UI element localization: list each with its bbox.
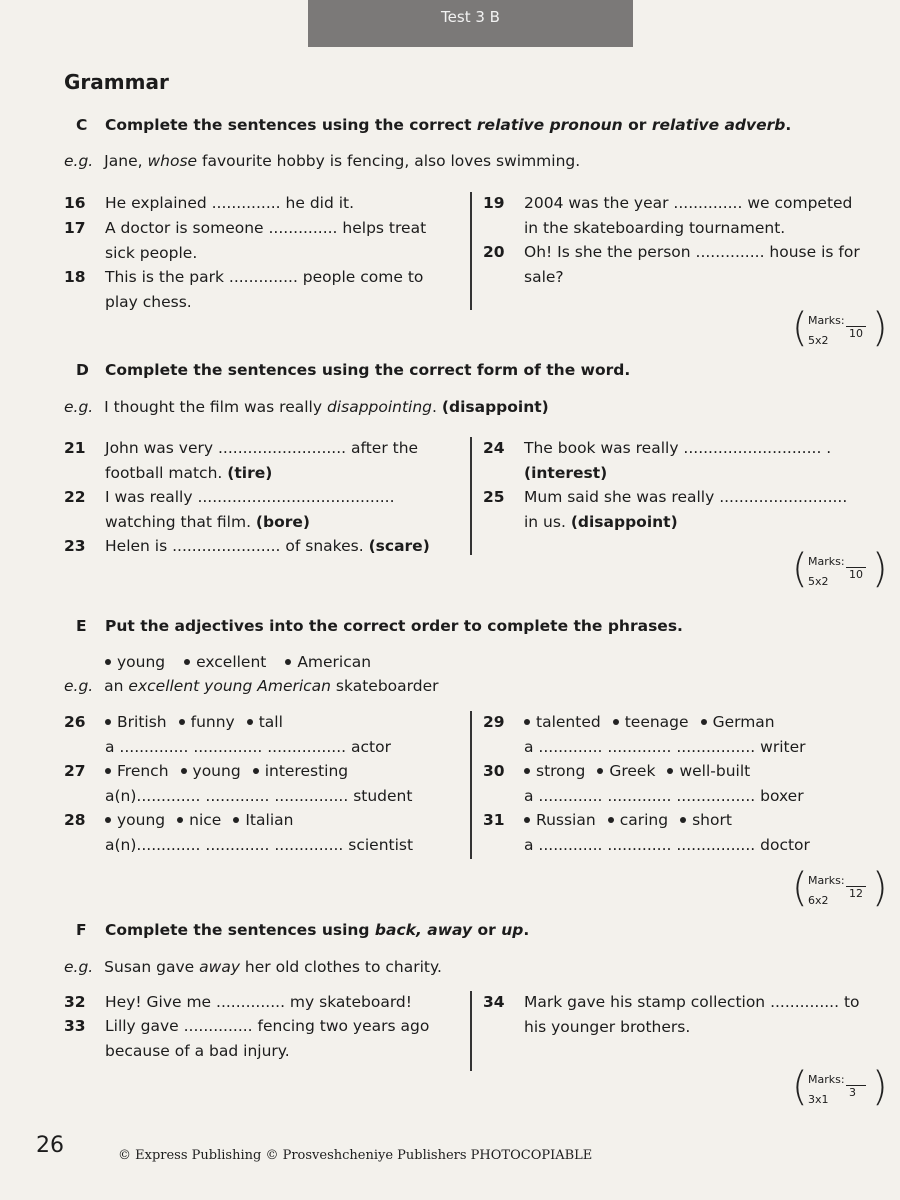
column-divider — [470, 437, 472, 555]
section-e-instruction: Put the adjectives into the correct order to complete the phrases. — [105, 617, 683, 635]
question-34: 34 Mark gave his stamp collection .............. to his younger brothers. — [483, 993, 860, 1036]
marks-box-c: ( ) Marks: 5x2 10 — [792, 305, 888, 351]
section-e-example: e.g. an excellent young American skateboarder — [64, 677, 439, 695]
copyright-footer: © Express Publishing © Prosveshcheniye Publishers PHOTOCOPIABLE — [118, 1148, 593, 1163]
question-31: 31 Russian caring short a ............. ............. ................ doctor — [483, 811, 810, 854]
question-33: 33 Lilly gave .............. fencing two years ago because of a bad injury. — [64, 1017, 430, 1060]
eg-label: e.g. — [64, 152, 94, 170]
column-divider — [470, 711, 472, 859]
question-26: 26 British funny tall a .............. .............. ................ actor — [64, 713, 391, 756]
section-d-instruction: Complete the sentences using the correct form of the word. — [105, 361, 631, 379]
column-divider — [470, 991, 472, 1071]
question-29: 29 talented teenage German a ............. ............. ................ writer — [483, 713, 806, 756]
test-header — [308, 0, 633, 47]
marks-box-e: ( ) Marks: 6x2 12 — [792, 865, 888, 911]
section-e-letter: E — [76, 617, 87, 635]
section-d-example: e.g. I thought the film was really disappointing. (disappoint) — [64, 398, 549, 416]
section-c-example: e.g. Jane, whose favourite hobby is fencing, also loves swimming. — [64, 152, 581, 170]
section-f-instruction: Complete the sentences using back, away or up. — [105, 921, 530, 939]
question-18: 18 This is the park .............. people come to play chess. — [64, 268, 424, 311]
marks-box-f: ( ) Marks: 3x1 3 — [792, 1064, 888, 1110]
column-divider — [470, 192, 472, 310]
question-24: 24 The book was really ............................ . (interest) — [483, 439, 832, 482]
question-19: 19 2004 was the year .............. we competed in the skateboarding tournament. — [483, 194, 853, 237]
question-20: 20 Oh! Is she the person .............. house is for sale? — [483, 243, 860, 286]
question-22: 22 I was really ........................................ watching that film. (bore) — [64, 488, 395, 531]
section-f-letter: F — [76, 921, 87, 939]
section-c-letter: C — [76, 116, 88, 134]
section-d-letter: D — [76, 361, 89, 379]
section-e-example-words: young excellent American — [105, 653, 371, 671]
question-28: 28 young nice Italian a(n)............. ............. .............. scientist — [64, 811, 414, 854]
section-f-example: e.g. Susan gave away her old clothes to charity. — [64, 958, 442, 976]
question-17: 17 A doctor is someone .............. helps treat sick people. — [64, 219, 427, 262]
test-label: Test 3 B — [441, 8, 500, 26]
page-number: 26 — [36, 1133, 64, 1158]
section-c-instruction: Complete the sentences using the correct relative pronoun or relative adverb. — [105, 116, 792, 134]
question-21: 21 John was very .......................... after the football match. (tire) — [64, 439, 419, 482]
question-27: 27 French young interesting a(n)............. ............. ............... student — [64, 762, 413, 805]
question-30: 30 strong Greek well-built a ............. ............. ................ boxer — [483, 762, 804, 805]
section-title: Grammar — [64, 70, 169, 94]
question-25: 25 Mum said she was really .......................... in us. (disappoint) — [483, 488, 848, 531]
marks-box-d: ( ) Marks: 5x2 10 — [792, 546, 888, 592]
